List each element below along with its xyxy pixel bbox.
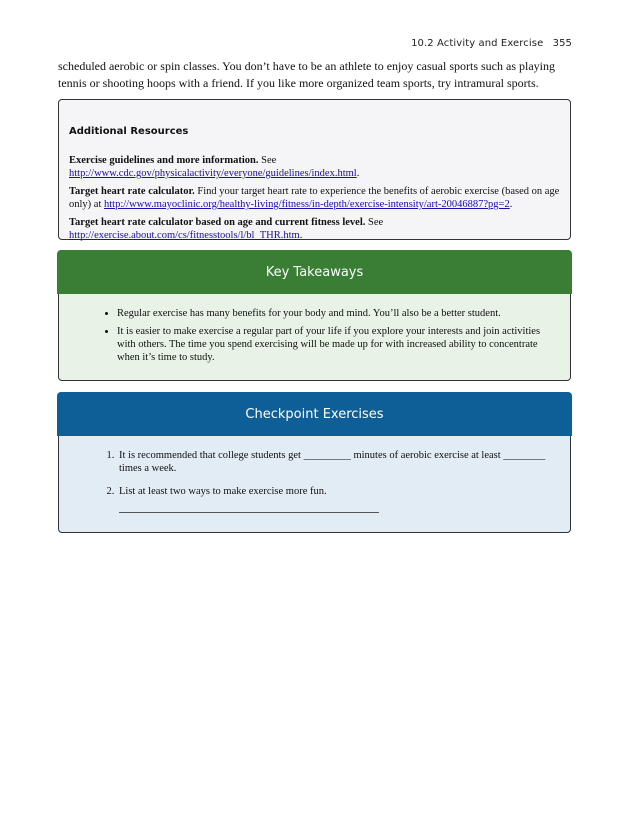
resource-link[interactable]: http://exercise.about.com/cs/fitnesstools/l/bl_THR.htm — [69, 230, 300, 241]
checkpoint-exercises-box — [58, 392, 571, 533]
exercise-item — [117, 485, 556, 513]
resource-item-heading: Target heart rate calculator based on age and current fitness level. — [69, 217, 366, 228]
resource-item-end: . — [299, 230, 303, 241]
resource-item — [69, 185, 560, 211]
resource-item-text: Find your target heart rate to experience the benefits of aerobic exercise (based on age only) at — [69, 186, 560, 210]
resource-item-end: . — [509, 199, 513, 210]
resource-item-text: See — [365, 217, 384, 228]
key-takeaways-list — [103, 307, 552, 369]
key-takeaways-header: Key Takeaways — [57, 250, 572, 294]
resource-link[interactable]: http://www.mayoclinic.org/healthy-living/fitness/in-depth/exercise-intensity/art-20046887?pg=2 — [104, 199, 510, 210]
exercise-text: List at least two ways to make exercise more fun. — [119, 486, 327, 497]
checkpoint-exercises-header: Checkpoint Exercises — [57, 392, 572, 436]
resource-item-heading: Target heart rate calculator. — [69, 186, 195, 197]
intro-paragraph: scheduled aerobic or spin classes. You don’t have to be an athlete to enjoy casual sports such as playing tennis or shooting hoops with a friend. If you like more organized team sports, try intramural sports. — [58, 59, 555, 90]
resource-item-end: . — [356, 168, 360, 179]
exercise-item — [117, 449, 556, 475]
exercise-text: It is recommended that college students get _________ minutes of aerobic exercise at least ________ times a week. — [119, 450, 546, 474]
key-takeaways-box — [58, 250, 571, 381]
answer-blank-line — [119, 498, 379, 513]
additional-resources-title: Additional Resources — [69, 126, 189, 137]
checkpoint-exercises-list — [103, 449, 556, 523]
resource-item-heading: Exercise guidelines and more information. — [69, 155, 259, 166]
resource-link[interactable]: http://www.cdc.gov/physicalactivity/everyone/guidelines/index.html — [69, 168, 357, 179]
resource-item — [69, 216, 560, 242]
resource-item-text: See — [258, 155, 277, 166]
running-head — [411, 38, 572, 49]
list-item: • It is easier to make exercise a regular part of your life if you explore your interests and join activities with others. The time you spend exercising will be made up for with increased ability to concentrate when it’s time to study. — [117, 325, 552, 364]
section-title: 10.2 Activity and Exercise — [411, 38, 544, 49]
page-number: 355 — [552, 38, 572, 49]
additional-resources-box — [58, 99, 571, 240]
resource-item — [69, 154, 560, 180]
list-item: • Regular exercise has many benefits for your body and mind. You’ll also be a better student. — [117, 307, 552, 320]
